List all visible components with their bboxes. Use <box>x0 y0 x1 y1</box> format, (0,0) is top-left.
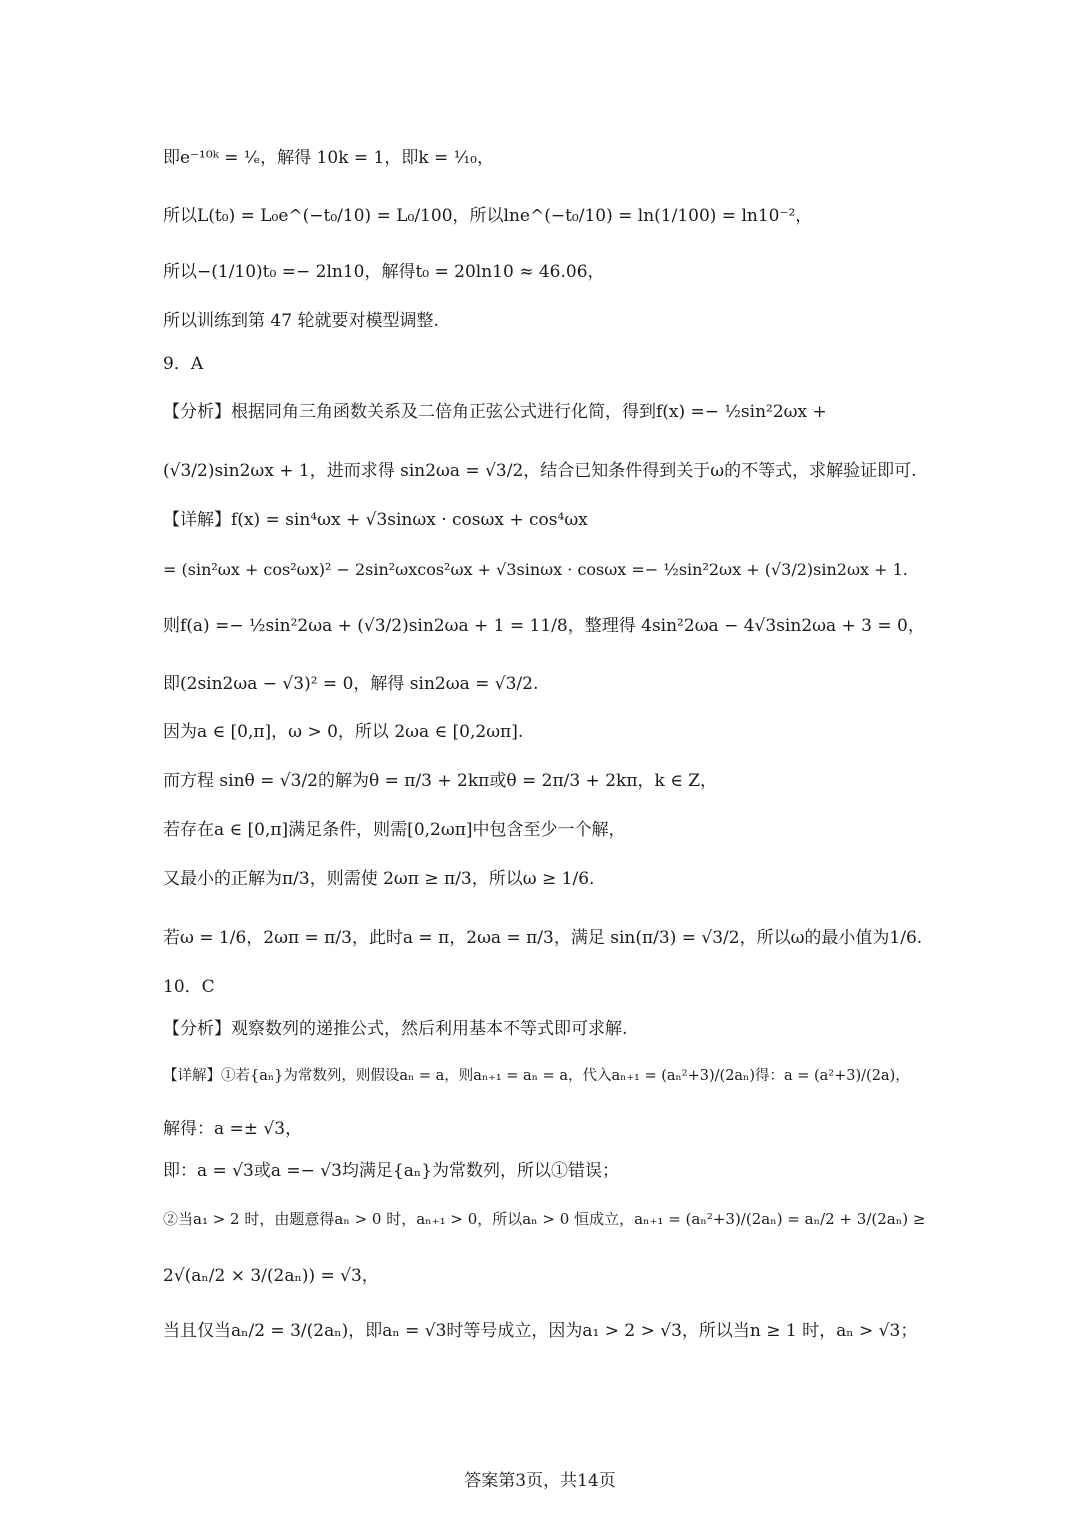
q10-analysis: 【分析】观察数列的递推公式，然后利用基本不等式即可求解. <box>163 1019 628 1039</box>
q9-detail-7: 若存在a ∈ [0,π]满足条件，则需[0,2ωπ]中包含至少一个解， <box>163 820 626 840</box>
q9-detail-9: 若ω = 1/6，2ωπ = π/3，此时a = π，2ωa = π/3，满足 sin(π/3) = √3/2，所以ω的最小值为1/6. <box>163 928 923 948</box>
page-footer: 答案第3页，共14页 <box>464 1471 616 1491</box>
q9-detail-8: 又最小的正解为π/3，则需使 2ωπ ≥ π/3，所以ω ≥ 1/6. <box>163 869 595 889</box>
q9-detail-5: 因为a ∈ [0,π]，ω > 0，所以 2ωa ∈ [0,2ωπ]. <box>163 722 524 742</box>
q10-detail-3: 即：a = √3或a =− √3均满足{aₙ}为常数列，所以①错误； <box>163 1161 620 1181</box>
q9-detail-3: 则f(a) =− ½sin²2ωa + (√3/2)sin2ωa + 1 = 11/8，整理得 4sin²2ωa − 4√3sin2ωa + 3 = 0， <box>163 616 925 636</box>
q10-detail-4: ②当a₁ > 2 时，由题意得aₙ > 0 时，aₙ₊₁ > 0，所以aₙ > 0 恒成立，aₙ₊₁ = (aₙ²+3)/(2aₙ) = aₙ/2 + 3/(2aₙ) ≥ <box>163 1210 926 1228</box>
question-10-heading: 10．C <box>163 977 215 997</box>
question-9-heading: 9．A <box>163 354 204 374</box>
line-2: 所以L(t₀) = L₀e^(−t₀/10) = L₀/100，所以lne^(−t₀/10) = ln(1/100) = ln10⁻²， <box>163 206 813 226</box>
q9-analysis-1: 【分析】根据同角三角函数关系及二倍角正弦公式进行化简，得到f(x) =− ½sin²2ωx + <box>163 402 827 422</box>
q10-detail-1: 【详解】①若{aₙ}为常数列，则假设aₙ = a，则aₙ₊₁ = aₙ = a，代入aₙ₊₁ = (aₙ²+3)/(2aₙ)得：a = (a²+3)/(2a)， <box>163 1068 910 1084</box>
q9-detail-4: 即(2sin2ωa − √3)² = 0，解得 sin2ωa = √3/2. <box>163 674 539 694</box>
q9-detail-6: 而方程 sinθ = √3/2的解为θ = π/3 + 2kπ或θ = 2π/3 + 2kπ，k ∈ Z， <box>163 771 718 791</box>
q10-detail-6: 当且仅当aₙ/2 = 3/(2aₙ)，即aₙ = √3时等号成立，因为a₁ > 2 > √3，所以当n ≥ 1 时，aₙ > √3； <box>163 1321 918 1341</box>
line-1: 即e⁻¹⁰ᵏ = ¹⁄ₑ，解得 10k = 1，即k = ¹⁄₁₀， <box>163 148 494 168</box>
q9-analysis-2: (√3/2)sin2ωx + 1，进而求得 sin2ωa = √3/2，结合已知条件得到关于ω的不等式，求解验证即可. <box>163 461 917 481</box>
line-4: 所以训练到第 47 轮就要对模型调整. <box>163 311 439 331</box>
q10-detail-5: 2√(aₙ/2 × 3/(2aₙ)) = √3， <box>163 1266 379 1286</box>
line-3: 所以−(1/10)t₀ =− 2ln10，解得t₀ = 20ln10 ≈ 46.06， <box>163 262 605 282</box>
q9-detail-1: 【详解】f(x) = sin⁴ωx + √3sinωx · cosωx + cos⁴ωx <box>163 510 588 530</box>
q9-detail-2: = (sin²ωx + cos²ωx)² − 2sin²ωxcos²ωx + √3sinωx · cosωx =− ½sin²2ωx + (√3/2)sin2ωx + 1. <box>163 560 908 579</box>
q10-detail-2: 解得：a =± √3， <box>163 1119 303 1139</box>
